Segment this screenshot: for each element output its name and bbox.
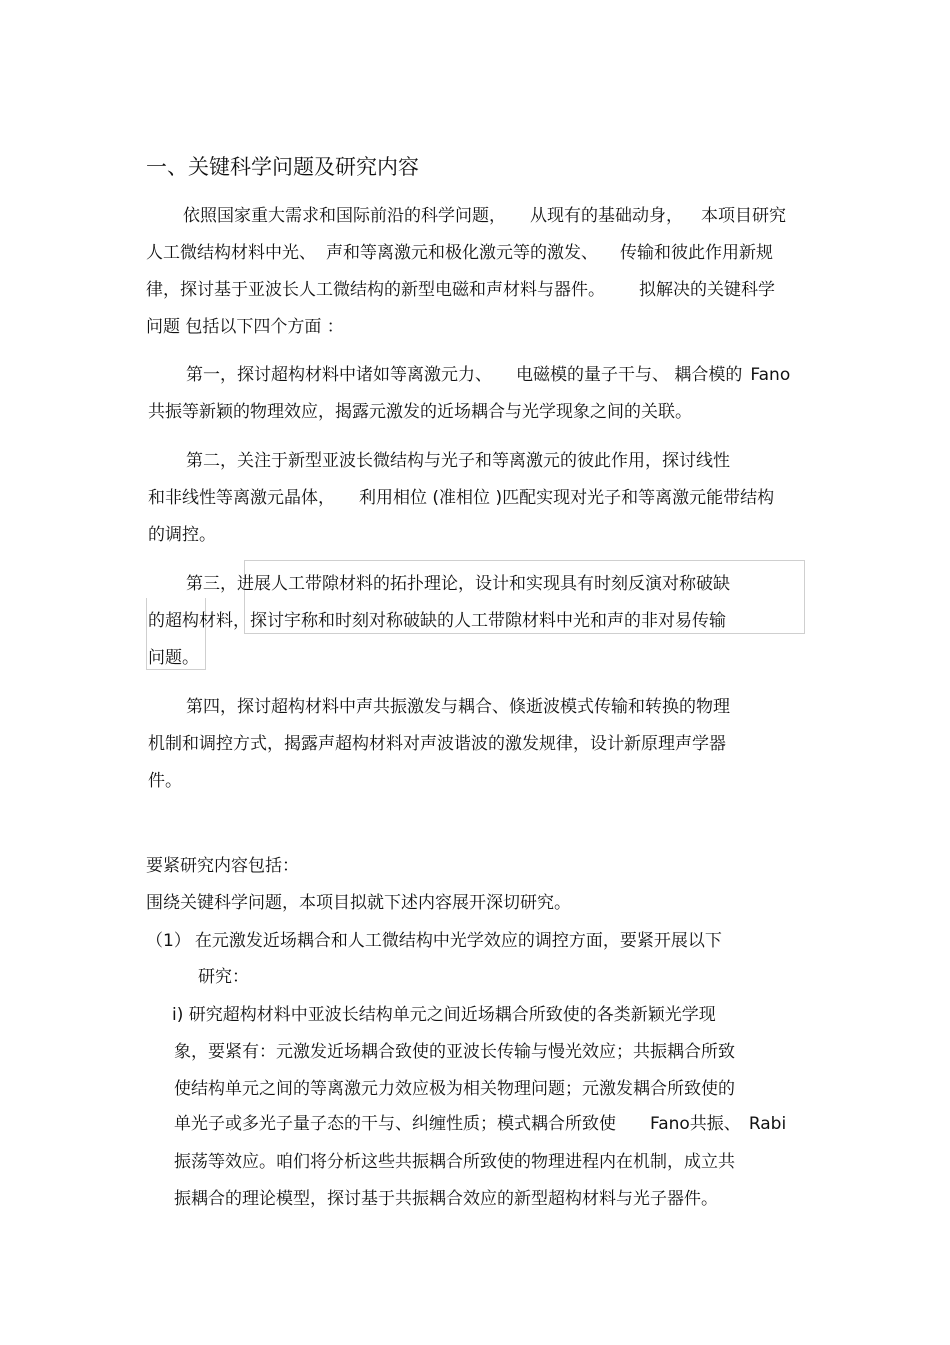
- sub-i-line-5: 振荡等效应。咱们将分析这些共振耦合所致使的物理进程内在机制，成立共: [174, 1152, 735, 1172]
- intro-line-2-c: 传输和彼此作用新规: [620, 243, 773, 263]
- item-1-line-2: 研究：: [198, 967, 249, 987]
- p4-line-1: 第四，探讨超构材料中声共振激发与耦合、倏逝波模式传输和转换的物理: [186, 697, 730, 717]
- p4-line-3: 件。: [148, 771, 182, 791]
- intro-line-4: 问题 包括以下四个方面 ：: [146, 317, 344, 337]
- intro-line-1-c: 本项目研究: [701, 206, 786, 226]
- sub-i-line-3: 使结构单元之间的等离激元力效应极为相关物理问题；元激发耦合所致使的: [174, 1079, 735, 1099]
- p2-line-2-b: 利用相位 (准相位 )匹配实现对光子和等离激元能带结构: [359, 488, 775, 508]
- main-content-title: 要紧研究内容包括：: [146, 856, 299, 876]
- p3-line-2: 的超构材料，探讨宇称和时刻对称破缺的人工带隙材料中光和声的非对易传输: [148, 611, 726, 631]
- intro-line-1: [183, 205, 786, 227]
- intro-line-1-a: 依照国家重大需求和国际前沿的科学问题，: [183, 206, 506, 226]
- sub-i-line-4: [174, 1113, 786, 1135]
- p1-line-1-a: 第一，探讨超构材料中诸如等离激元力、: [186, 365, 492, 385]
- p1-line-1: [186, 364, 790, 386]
- intro-line-3-a: 律，探讨基于亚波长人工微结构的新型电磁和声材料与器件。: [146, 280, 605, 300]
- sub-i-line-2: 象，要紧有：元激发近场耦合致使的亚波长传输与慢光效应；共振耦合所致: [174, 1042, 735, 1062]
- p3-line-1: 第三，进展人工带隙材料的拓扑理论，设计和实现具有时刻反演对称破缺: [186, 574, 730, 594]
- sub-i-line-4-c: Rabi: [748, 1114, 787, 1134]
- intro-line-2-b: 声和等离激元和极化激元等的激发、: [326, 243, 598, 263]
- item-1-line-1: [146, 930, 722, 952]
- section-heading: 一、关键科学问题及研究内容: [146, 155, 419, 179]
- p3-line-3: 问题。: [148, 648, 199, 668]
- item-1-text: 在元激发近场耦合和人工微结构中光学效应的调控方面，要紧开展以下: [194, 931, 722, 951]
- main-content-intro: 围绕关键科学问题，本项目拟就下述内容展开深切研究。: [146, 893, 571, 913]
- p4-line-2: 机制和调控方式，揭露声超构材料对声波谐波的激发规律，设计新原理声学器: [148, 734, 726, 754]
- intro-line-2-a: 人工微结构材料中光、: [146, 243, 316, 263]
- p2-line-2: [148, 487, 774, 509]
- item-1-marker: （1）: [146, 931, 191, 951]
- intro-line-3-b: 拟解决的关键科学: [639, 280, 775, 300]
- intro-line-1-b: 从现有的基础动身，: [530, 206, 683, 226]
- p2-line-3: 的调控。: [148, 525, 216, 545]
- p2-line-1: 第二，关注于新型亚波长微结构与光子和等离激元的彼此作用，探讨线性: [186, 451, 730, 471]
- sub-i-line-6: 振耦合的理论模型，探讨基于共振耦合效应的新型超构材料与光子器件。: [174, 1189, 718, 1209]
- p1-line-1-c: Fano: [750, 365, 791, 385]
- intro-line-2: [146, 242, 773, 264]
- p1-line-1-b: 电磁模的量子干与、 耦合模的: [516, 365, 743, 385]
- p2-line-2-a: 和非线性等离激元晶体，: [148, 488, 335, 508]
- sub-i-line-1: i) 研究超构材料中亚波长结构单元之间近场耦合所致使的各类新颖光学现: [172, 1005, 716, 1025]
- intro-line-3: [146, 279, 775, 301]
- sub-i-line-4-a: 单光子或多光子量子态的干与、纠缠性质；模式耦合所致使: [174, 1114, 616, 1134]
- p1-line-2: 共振等新颖的物理效应，揭露元激发的近场耦合与光学现象之间的关联。: [148, 402, 692, 422]
- sub-i-line-4-b: Fano共振、: [650, 1114, 741, 1134]
